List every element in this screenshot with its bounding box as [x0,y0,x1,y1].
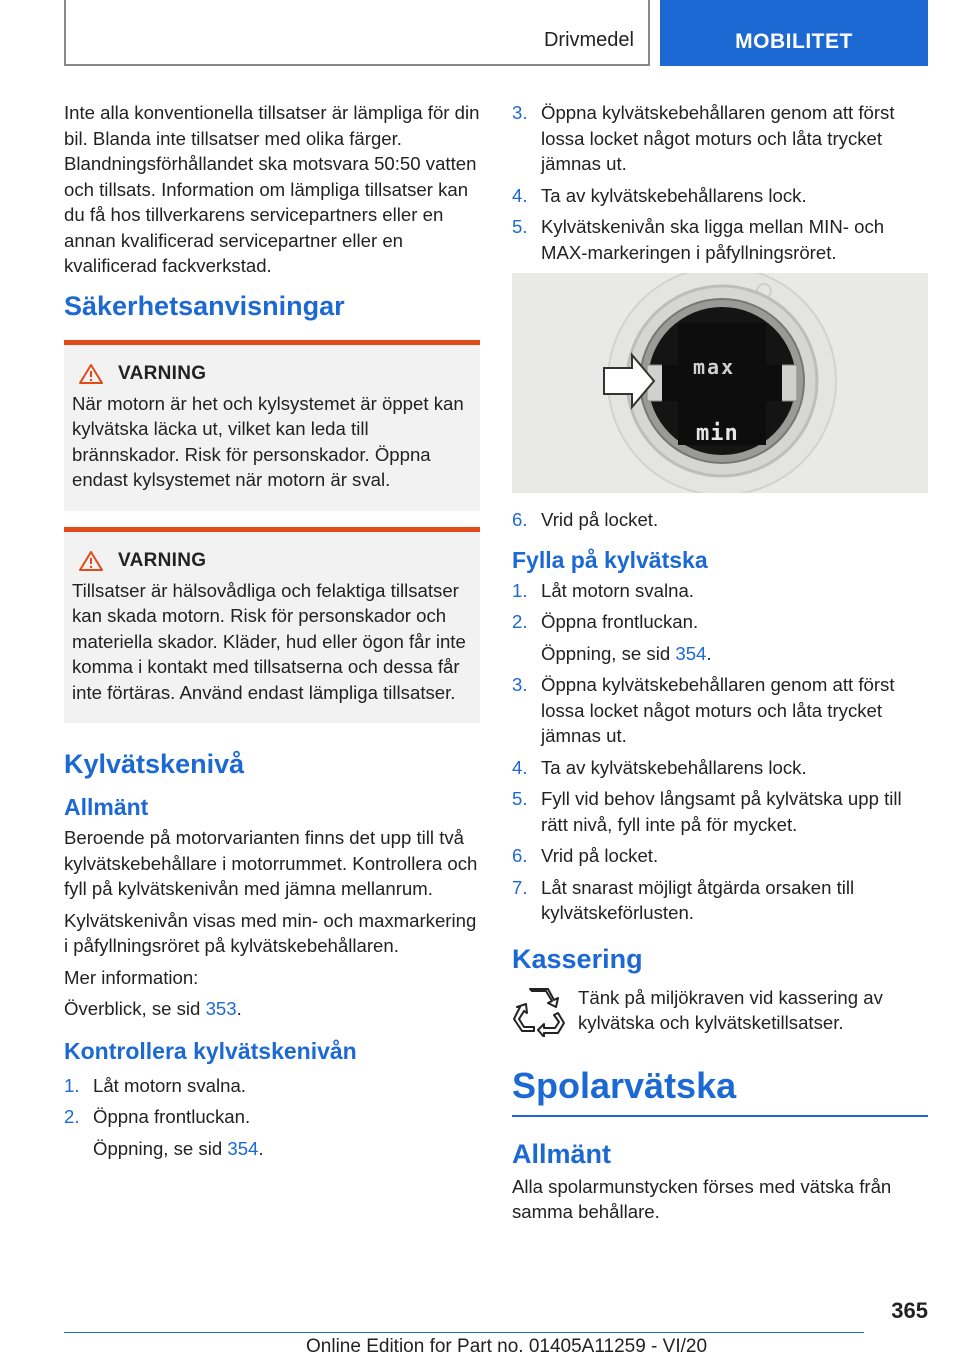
safety-heading: Säkerhetsanvisningar [64,290,345,321]
fill-coolant-heading: Fylla på kylvätska [512,546,708,573]
list-item: 6. Vrid på locket. [512,845,659,866]
check-level-heading: Kontrollera kylvätskenivån [64,1037,357,1064]
fill-steps-list [512,578,928,635]
general-paragraph-1: Beroende på motorvarianten finns det upp till två kylvätskebehållare i motorrummet. Kontrollera och fyll på kylvätskenivån med jämna mellanrum. [64,827,478,899]
warning-triangle-icon [78,550,104,572]
washer-fluid-heading: Spolarvätska [512,1065,928,1117]
warning-triangle-icon [78,363,104,385]
general-paragraph-2: Kylvätskenivån visas med min- och maxmarkering i påfyllningsröret på kylvätskebehållaren. [64,909,477,956]
coolant-filler-neck-image [512,273,928,493]
figure-min-label: min [696,421,739,446]
disposal-row [512,985,928,1037]
footer-divider [64,1332,864,1333]
intro-paragraph: Inte alla konventionella tillsatser är lämpliga för din bil. Blanda inte tillsatser med olika färger. Blandningsförhållandet ska motsvara 50:50 vatten och tillsats. Information om lämpliga tillsatser kan du få hos tillverkarens servicepartners eller en annan kvalificerad servicepartner eller en kvalificerad fackverkstad. [64,102,480,276]
warning-box-2 [64,527,480,724]
overview-page-link[interactable]: 353 [205,998,237,1019]
fill-steps-list-continued [512,672,928,926]
check-steps-list-continued [512,100,928,265]
filler-neck-illustration [512,273,928,493]
left-column [64,100,480,1167]
recycle-icon [512,985,568,1037]
list-item: 7. Låt snarast möjligt åtgärda orsaken till kylvätskeförlusten. [512,876,855,923]
opening-reference: Öppning, se sid 354. [93,1137,264,1159]
opening-page-link[interactable]: 354 [227,1137,259,1159]
coolant-level-heading: Kylvätskenivå [64,749,245,779]
more-info-label: Mer information: [64,966,199,988]
header-section-title: Drivmedel [543,29,634,51]
page-header [64,0,928,66]
list-item: 5. Fyll vid behov långsamt på kylvätska upp till rätt nivå, fyll inte på för mycket. [512,788,902,835]
opening-reference: Öppning, se sid 354. [541,642,712,664]
page-number: 365 [891,1298,928,1323]
list-item: 3. Öppna kylvätskebehållaren genom att först lossa locket något moturs och låta trycket jämnas ut. [512,102,895,174]
list-item: 4. Ta av kylvätskebehållarens lock. [512,184,807,206]
warning-title: VARNING [118,549,207,571]
check-steps-list [64,1073,480,1130]
list-item: 3. Öppna kylvätskebehållaren genom att först lossa locket något moturs och låta trycket jämnas ut. [512,674,895,746]
list-item: 2. Öppna frontluckan. [64,1106,251,1127]
right-column [512,100,928,1231]
overview-suffix: . [236,998,242,1019]
header-chapter-tab[interactable]: MOBILITET [660,0,928,66]
check-steps-final [512,507,928,533]
warning-text: När motorn är het och kylsystemet är öppet kan kylvätska läcka ut, vilket kan leda till brännskador. Risk för personskador. Öppna endast kylsystemet när motorn är sval. [72,392,464,490]
list-item: 2. Öppna frontluckan. [512,611,699,632]
list-item: 6. Vrid på locket. [512,509,659,530]
warning-title: VARNING [118,362,207,384]
figure-max-label: max [693,355,736,379]
list-item: 5. Kylvätskenivån ska ligga mellan MIN- och MAX-markeringen i påfyllningsröret. [512,216,885,263]
washer-general-text: Alla spolarmunstycken förses med vätska från samma behållare. [512,1175,892,1222]
disposal-heading: Kassering [512,943,643,974]
edition-text: Online Edition for Part no. 01405A11259 - VI/20 [306,1336,708,1357]
opening-page-link[interactable]: 354 [675,642,707,664]
disposal-text: Tänk på miljökraven vid kassering av kylvätska och kylvätsketillsatser. [578,986,883,1033]
warning-text: Tillsatser är hälsovådliga och felaktiga tillsatser kan skada motorn. Risk för personskador och materiella skador. Kläder, hud eller ögon får inte komma i kontakt med tillsatserna och dessa får inte förtäras. Använd endast lämpliga tillsatser. [72,579,466,703]
overview-reference [64,996,480,1022]
list-item: 1. Låt motorn svalna. [64,1074,246,1096]
washer-general-heading: Allmänt [512,1138,612,1169]
general-heading: Allmänt [64,794,149,820]
list-item: 1. Låt motorn svalna. [512,579,694,601]
warning-box-1 [64,340,480,511]
list-item: 4. Ta av kylvätskebehållarens lock. [512,756,807,778]
overview-prefix: Överblick, se sid [64,998,206,1019]
header-section-box [64,0,650,66]
